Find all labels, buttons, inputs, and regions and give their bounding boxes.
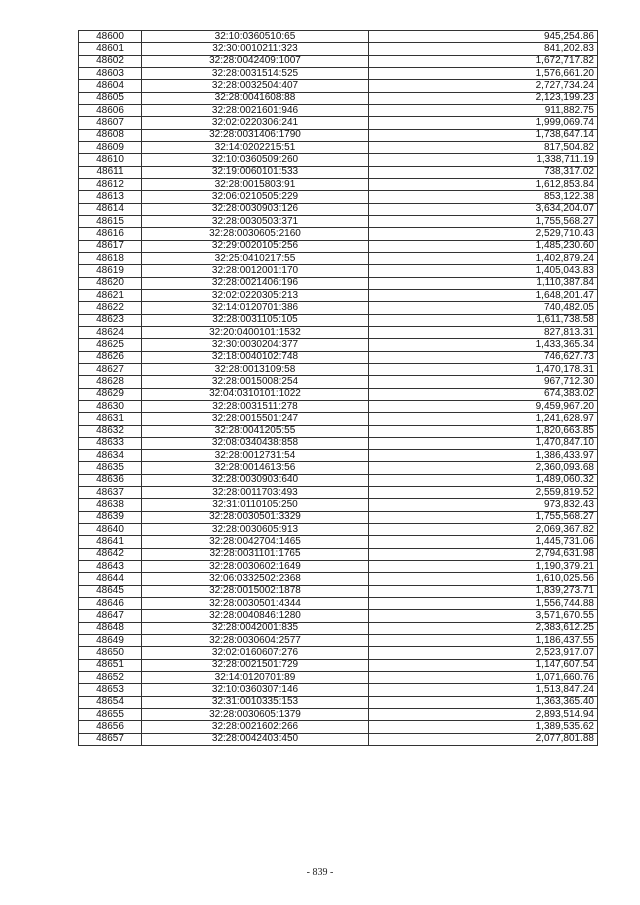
row-number-cell: 48650: [79, 647, 142, 659]
cadastral-number-cell: 32:28:0030602:1649: [142, 561, 369, 573]
table-row: [79, 437, 598, 449]
row-number-cell: 48643: [79, 561, 142, 573]
table-row: [79, 141, 598, 153]
table-row: [79, 302, 598, 314]
row-number-cell: 48620: [79, 277, 142, 289]
cadastral-value-cell: 1,071,660.76: [369, 672, 598, 684]
row-number-cell: 48604: [79, 80, 142, 92]
cadastral-value-table: [78, 30, 598, 746]
cadastral-value-cell: 2,559,819.52: [369, 487, 598, 499]
table-row: [79, 228, 598, 240]
cadastral-number-cell: 32:28:0041608:88: [142, 92, 369, 104]
row-number-cell: 48617: [79, 240, 142, 252]
table-row: [79, 129, 598, 141]
cadastral-number-cell: 32:28:0042403:450: [142, 733, 369, 745]
cadastral-value-cell: 1,610,025.56: [369, 573, 598, 585]
cadastral-number-cell: 32:28:0015501:247: [142, 413, 369, 425]
cadastral-number-cell: 32:10:0360509:260: [142, 154, 369, 166]
cadastral-number-cell: 32:28:0012001:170: [142, 265, 369, 277]
row-number-cell: 48642: [79, 548, 142, 560]
cadastral-number-cell: 32:28:0031511:278: [142, 400, 369, 412]
cadastral-value-cell: 2,077,801.88: [369, 733, 598, 745]
row-number-cell: 48634: [79, 450, 142, 462]
cadastral-number-cell: 32:14:0120701:89: [142, 672, 369, 684]
table-row: [79, 659, 598, 671]
table-row: [79, 191, 598, 203]
row-number-cell: 48646: [79, 598, 142, 610]
row-number-cell: 48653: [79, 684, 142, 696]
table-row: [79, 610, 598, 622]
table-row: [79, 326, 598, 338]
row-number-cell: 48648: [79, 622, 142, 634]
table-row: [79, 166, 598, 178]
cadastral-value-cell: 841,202.83: [369, 43, 598, 55]
cadastral-value-cell: 1,363,365.40: [369, 696, 598, 708]
cadastral-number-cell: 32:28:0012731:54: [142, 450, 369, 462]
cadastral-value-cell: 1,405,043.83: [369, 265, 598, 277]
cadastral-value-cell: 3,571,670.55: [369, 610, 598, 622]
cadastral-number-cell: 32:28:0021601:946: [142, 104, 369, 116]
table-row: [79, 55, 598, 67]
table-row: [79, 622, 598, 634]
row-number-cell: 48635: [79, 462, 142, 474]
row-number-cell: 48632: [79, 425, 142, 437]
table-row: [79, 573, 598, 585]
row-number-cell: 48654: [79, 696, 142, 708]
cadastral-number-cell: 32:28:0032504:407: [142, 80, 369, 92]
cadastral-value-cell: 2,529,710.43: [369, 228, 598, 240]
cadastral-number-cell: 32:28:0041205:55: [142, 425, 369, 437]
row-number-cell: 48611: [79, 166, 142, 178]
cadastral-value-cell: 1,485,230.60: [369, 240, 598, 252]
table-row: [79, 400, 598, 412]
cadastral-value-cell: 1,489,060.32: [369, 474, 598, 486]
row-number-cell: 48647: [79, 610, 142, 622]
cadastral-number-cell: 32:31:0110105:250: [142, 499, 369, 511]
table-row: [79, 203, 598, 215]
row-number-cell: 48616: [79, 228, 142, 240]
row-number-cell: 48636: [79, 474, 142, 486]
cadastral-value-cell: 1,241,628.97: [369, 413, 598, 425]
cadastral-value-cell: 911,882.75: [369, 104, 598, 116]
row-number-cell: 48645: [79, 585, 142, 597]
row-number-cell: 48637: [79, 487, 142, 499]
table-row: [79, 31, 598, 43]
table-row: [79, 314, 598, 326]
row-number-cell: 48609: [79, 141, 142, 153]
cadastral-number-cell: 32:28:0030605:913: [142, 524, 369, 536]
cadastral-number-cell: 32:20:0400101:1532: [142, 326, 369, 338]
cadastral-number-cell: 32:30:0010211:323: [142, 43, 369, 55]
row-number-cell: 48655: [79, 709, 142, 721]
row-number-cell: 48608: [79, 129, 142, 141]
table-row: [79, 450, 598, 462]
cadastral-value-cell: 1,470,178.31: [369, 363, 598, 375]
table-row: [79, 117, 598, 129]
cadastral-number-cell: 32:28:0011703:493: [142, 487, 369, 499]
row-number-cell: 48641: [79, 536, 142, 548]
cadastral-value-cell: 738,317.02: [369, 166, 598, 178]
table-row: [79, 524, 598, 536]
cadastral-number-cell: 32:18:0040102:748: [142, 351, 369, 363]
cadastral-value-cell: 817,504.82: [369, 141, 598, 153]
row-number-cell: 48606: [79, 104, 142, 116]
row-number-cell: 48656: [79, 721, 142, 733]
row-number-cell: 48633: [79, 437, 142, 449]
table-row: [79, 252, 598, 264]
cadastral-value-cell: 1,999,069.74: [369, 117, 598, 129]
cadastral-value-cell: 1,611,738.58: [369, 314, 598, 326]
cadastral-number-cell: 32:14:0120701:386: [142, 302, 369, 314]
table-row: [79, 277, 598, 289]
row-number-cell: 48652: [79, 672, 142, 684]
cadastral-number-cell: 32:06:0210505:229: [142, 191, 369, 203]
cadastral-value-cell: 2,727,734.24: [369, 80, 598, 92]
cadastral-value-cell: 2,523,917.07: [369, 647, 598, 659]
cadastral-value-cell: 1,402,879.24: [369, 252, 598, 264]
table-row: [79, 672, 598, 684]
cadastral-value-cell: 945,254.86: [369, 31, 598, 43]
cadastral-value-cell: 967,712.30: [369, 376, 598, 388]
cadastral-value-cell: 1,648,201.47: [369, 289, 598, 301]
table-row: [79, 684, 598, 696]
table-row: [79, 80, 598, 92]
table-row: [79, 561, 598, 573]
cadastral-value-cell: 1,738,647.14: [369, 129, 598, 141]
cadastral-value-cell: 1,338,711.19: [369, 154, 598, 166]
cadastral-number-cell: 32:28:0042001:835: [142, 622, 369, 634]
row-number-cell: 48602: [79, 55, 142, 67]
row-number-cell: 48603: [79, 67, 142, 79]
cadastral-value-cell: 1,513,847.24: [369, 684, 598, 696]
table-row: [79, 474, 598, 486]
cadastral-number-cell: 32:02:0160607:276: [142, 647, 369, 659]
table-row: [79, 511, 598, 523]
table-row: [79, 585, 598, 597]
cadastral-value-cell: 1,445,731.06: [369, 536, 598, 548]
table-row: [79, 154, 598, 166]
row-number-cell: 48610: [79, 154, 142, 166]
cadastral-value-cell: 827,813.31: [369, 326, 598, 338]
cadastral-number-cell: 32:28:0031101:1765: [142, 548, 369, 560]
row-number-cell: 48600: [79, 31, 142, 43]
cadastral-value-cell: 2,893,514.94: [369, 709, 598, 721]
row-number-cell: 48631: [79, 413, 142, 425]
cadastral-value-cell: 1,820,663.85: [369, 425, 598, 437]
row-number-cell: 48612: [79, 178, 142, 190]
cadastral-value-cell: 853,122.38: [369, 191, 598, 203]
cadastral-number-cell: 32:28:0030605:2160: [142, 228, 369, 240]
table-row: [79, 647, 598, 659]
cadastral-number-cell: 32:02:0220305:213: [142, 289, 369, 301]
row-number-cell: 48639: [79, 511, 142, 523]
table-row: [79, 240, 598, 252]
cadastral-number-cell: 32:14:0202215:51: [142, 141, 369, 153]
row-number-cell: 48621: [79, 289, 142, 301]
table-row: [79, 43, 598, 55]
cadastral-number-cell: 32:28:0021602:266: [142, 721, 369, 733]
row-number-cell: 48622: [79, 302, 142, 314]
cadastral-value-cell: 1,612,853.84: [369, 178, 598, 190]
cadastral-number-cell: 32:28:0030503:371: [142, 215, 369, 227]
table-row: [79, 696, 598, 708]
cadastral-value-cell: 2,383,612.25: [369, 622, 598, 634]
cadastral-number-cell: 32:28:0030501:3329: [142, 511, 369, 523]
row-number-cell: 48618: [79, 252, 142, 264]
cadastral-value-cell: 1,576,661.20: [369, 67, 598, 79]
row-number-cell: 48657: [79, 733, 142, 745]
cadastral-value-cell: 740,482.05: [369, 302, 598, 314]
cadastral-value-cell: 1,556,744.88: [369, 598, 598, 610]
cadastral-value-cell: 973,832.43: [369, 499, 598, 511]
cadastral-value-cell: 2,794,631.98: [369, 548, 598, 560]
cadastral-number-cell: 32:28:0015803:91: [142, 178, 369, 190]
cadastral-value-cell: 2,069,367.82: [369, 524, 598, 536]
row-number-cell: 48624: [79, 326, 142, 338]
cadastral-value-cell: 1,147,607.54: [369, 659, 598, 671]
cadastral-number-cell: 32:28:0030903:640: [142, 474, 369, 486]
table-row: [79, 598, 598, 610]
table-row: [79, 92, 598, 104]
cadastral-value-cell: 1,433,365.34: [369, 339, 598, 351]
table-row: [79, 215, 598, 227]
cadastral-value-cell: 2,360,093.68: [369, 462, 598, 474]
cadastral-value-cell: 1,470,847.10: [369, 437, 598, 449]
row-number-cell: 48614: [79, 203, 142, 215]
row-number-cell: 48607: [79, 117, 142, 129]
cadastral-value-cell: 1,110,387.84: [369, 277, 598, 289]
cadastral-number-cell: 32:30:0030204:377: [142, 339, 369, 351]
cadastral-number-cell: 32:28:0042704:1465: [142, 536, 369, 548]
cadastral-number-cell: 32:28:0031105:105: [142, 314, 369, 326]
cadastral-number-cell: 32:28:0021406:196: [142, 277, 369, 289]
cadastral-value-cell: 674,383.02: [369, 388, 598, 400]
cadastral-value-cell: 1,839,273.71: [369, 585, 598, 597]
table-row: [79, 67, 598, 79]
row-number-cell: 48651: [79, 659, 142, 671]
row-number-cell: 48619: [79, 265, 142, 277]
row-number-cell: 48649: [79, 635, 142, 647]
table-row: [79, 425, 598, 437]
cadastral-number-cell: 32:28:0031514:525: [142, 67, 369, 79]
table-row: [79, 351, 598, 363]
cadastral-number-cell: 32:04:0310101:1022: [142, 388, 369, 400]
table-row: [79, 635, 598, 647]
row-number-cell: 48605: [79, 92, 142, 104]
row-number-cell: 48627: [79, 363, 142, 375]
row-number-cell: 48623: [79, 314, 142, 326]
cadastral-number-cell: 32:28:0040846:1280: [142, 610, 369, 622]
row-number-cell: 48628: [79, 376, 142, 388]
table-row: [79, 548, 598, 560]
cadastral-number-cell: 32:10:0360307:146: [142, 684, 369, 696]
cadastral-number-cell: 32:28:0014613:56: [142, 462, 369, 474]
table-body: [79, 31, 598, 746]
cadastral-value-cell: 2,123,199.23: [369, 92, 598, 104]
cadastral-number-cell: 32:28:0015008:254: [142, 376, 369, 388]
row-number-cell: 48613: [79, 191, 142, 203]
row-number-cell: 48644: [79, 573, 142, 585]
cadastral-value-cell: 1,672,717.82: [369, 55, 598, 67]
cadastral-number-cell: 32:28:0030605:1379: [142, 709, 369, 721]
cadastral-number-cell: 32:28:0021501:729: [142, 659, 369, 671]
cadastral-number-cell: 32:25:0410217:55: [142, 252, 369, 264]
table-row: [79, 487, 598, 499]
cadastral-value-cell: 1,386,433.97: [369, 450, 598, 462]
cadastral-value-cell: 1,190,379.21: [369, 561, 598, 573]
cadastral-number-cell: 32:10:0360510:65: [142, 31, 369, 43]
row-number-cell: 48601: [79, 43, 142, 55]
cadastral-value-cell: 1,389,535.62: [369, 721, 598, 733]
cadastral-number-cell: 32:02:0220306:241: [142, 117, 369, 129]
cadastral-number-cell: 32:06:0332502:2368: [142, 573, 369, 585]
cadastral-number-cell: 32:28:0030903:126: [142, 203, 369, 215]
table-row: [79, 733, 598, 745]
cadastral-value-cell: 3,634,204.07: [369, 203, 598, 215]
cadastral-number-cell: 32:28:0030501:4344: [142, 598, 369, 610]
table-row: [79, 339, 598, 351]
table-row: [79, 388, 598, 400]
row-number-cell: 48626: [79, 351, 142, 363]
page-number: - 839 -: [306, 867, 334, 878]
row-number-cell: 48615: [79, 215, 142, 227]
table-row: [79, 462, 598, 474]
cadastral-number-cell: 32:28:0042409:1007: [142, 55, 369, 67]
table-row: [79, 178, 598, 190]
row-number-cell: 48629: [79, 388, 142, 400]
cadastral-number-cell: 32:19:0060101:533: [142, 166, 369, 178]
row-number-cell: 48630: [79, 400, 142, 412]
cadastral-number-cell: 32:28:0030604:2577: [142, 635, 369, 647]
table-row: [79, 536, 598, 548]
table-row: [79, 265, 598, 277]
table-row: [79, 499, 598, 511]
cadastral-number-cell: 32:29:0020105:256: [142, 240, 369, 252]
table-row: [79, 104, 598, 116]
table-row: [79, 721, 598, 733]
cadastral-value-cell: 1,186,437.55: [369, 635, 598, 647]
cadastral-number-cell: 32:08:0340438:858: [142, 437, 369, 449]
cadastral-number-cell: 32:28:0015002:1878: [142, 585, 369, 597]
table-row: [79, 376, 598, 388]
row-number-cell: 48625: [79, 339, 142, 351]
table-row: [79, 413, 598, 425]
cadastral-value-cell: 1,755,568.27: [369, 511, 598, 523]
row-number-cell: 48640: [79, 524, 142, 536]
table-row: [79, 289, 598, 301]
cadastral-value-cell: 746,627.73: [369, 351, 598, 363]
cadastral-value-cell: 9,459,967.20: [369, 400, 598, 412]
table-row: [79, 709, 598, 721]
cadastral-value-cell: 1,755,568.27: [369, 215, 598, 227]
cadastral-number-cell: 32:28:0031406:1790: [142, 129, 369, 141]
table-row: [79, 363, 598, 375]
cadastral-number-cell: 32:31:0010335:153: [142, 696, 369, 708]
row-number-cell: 48638: [79, 499, 142, 511]
cadastral-number-cell: 32:28:0013109:58: [142, 363, 369, 375]
